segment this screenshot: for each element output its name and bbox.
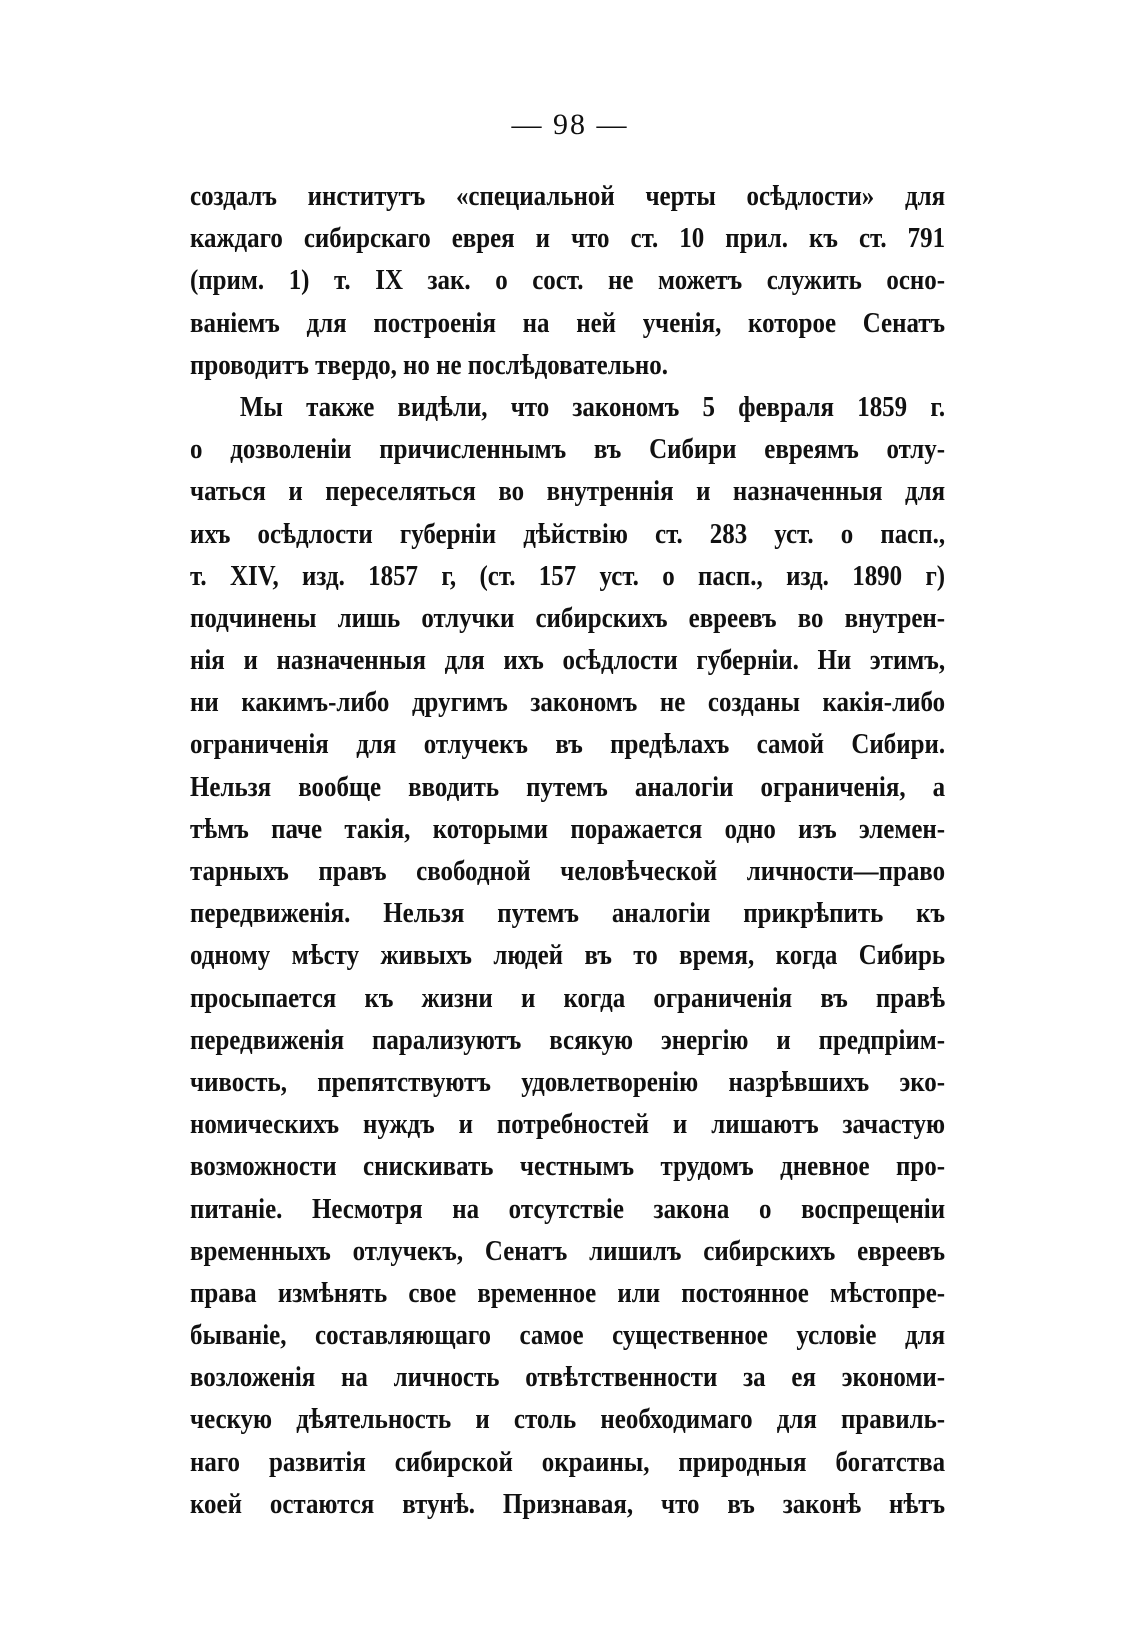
text-line: Мы также видѣли, что закономъ 5 февраля 1859 г. — [239, 390, 946, 423]
text-line: коей остаются втунѣ. Признавая, что въ законѣ нѣтъ — [190, 1487, 946, 1520]
text-line: просыпается къ жизни и когда ограниченія въ правѣ — [190, 981, 946, 1014]
text-line: временныхъ отлучекъ, Сенатъ лишилъ сибирскихъ евреевъ — [190, 1234, 946, 1267]
text-line: тарныхъ правъ свободной человѣческой личности—право — [190, 855, 946, 887]
text-line: (прим. 1) т. IX зак. о сост. не можетъ служить осно- — [190, 264, 946, 297]
text-line: тѣмъ паче такія, которыми поражается одно изъ элемен- — [190, 812, 946, 845]
text-line: передвиженія парализуютъ всякую энергію и предпріим- — [190, 1023, 946, 1056]
text-line: номическихъ нуждъ и потребностей и лишаютъ зачастую — [190, 1108, 946, 1141]
text-line: чаться и переселяться во внутреннія и назначенныя для — [190, 475, 946, 508]
body-text — [190, 175, 945, 1525]
text-line: ни какимъ-либо другимъ закономъ не созданы какія-либо — [190, 686, 946, 719]
text-line: одному мѣсту живыхъ людей въ то время, когда Сибирь — [190, 939, 946, 972]
text-line: возможности снискивать честнымъ трудомъ дневное про- — [190, 1150, 946, 1183]
text-line: каждаго сибирскаго еврея и что ст. 10 прил. къ ст. 791 — [190, 222, 946, 255]
text-line: Нельзя вообще вводить путемъ аналогіи ограниченія, а — [190, 770, 946, 803]
text-line: ваніемъ для построенія на ней ученія, которое Сенатъ — [190, 306, 946, 339]
text-line: наго развитія сибирской окраины, природныя богатства — [190, 1445, 946, 1478]
text-line: права измѣнять свое временное или постоянное мѣстопре- — [190, 1276, 946, 1309]
text-line: т. XIV, изд. 1857 г, (ст. 157 уст. о пасп., изд. 1890 г) — [190, 559, 946, 592]
paragraph-1 — [190, 175, 945, 386]
page-number: — 98 — — [511, 108, 629, 141]
text-line: питаніе. Несмотря на отсутствіе закона о воспрещеніи — [190, 1192, 946, 1225]
text-line: ихъ осѣдлости губерніи дѣйствію ст. 283 уст. о пасп., — [190, 517, 946, 550]
text-line: бываніе, составляющаго самое существенное условіе для — [190, 1319, 946, 1352]
text-line: передвиженія. Нельзя путемъ аналогіи прикрѣпить къ — [190, 897, 946, 930]
text-line: чивость, препятствуютъ удовлетворенію назрѣвшихъ эко- — [190, 1065, 946, 1098]
text-line: создалъ институтъ «специальной черты осѣдлости» для — [190, 180, 946, 212]
text-line: проводитъ твердо, но не послѣдовательно. — [190, 348, 668, 381]
text-line: нія и назначенныя для ихъ осѣдлости губерніи. Ни этимъ, — [190, 644, 946, 677]
text-line: о дозволеніи причисленнымъ въ Сибири евреямъ отлу- — [190, 433, 946, 466]
text-line: подчинены лишь отлучки сибирскихъ евреевъ во внутрен- — [190, 601, 946, 634]
text-line: возложенія на личность отвѣтственности за ея экономи- — [190, 1361, 946, 1394]
text-line: ческую дѣятельность и столь необходимаго для правиль- — [190, 1403, 946, 1436]
text-line: ограниченія для отлучекъ въ предѣлахъ самой Сибири. — [190, 728, 946, 761]
paragraph-2 — [190, 386, 945, 1525]
